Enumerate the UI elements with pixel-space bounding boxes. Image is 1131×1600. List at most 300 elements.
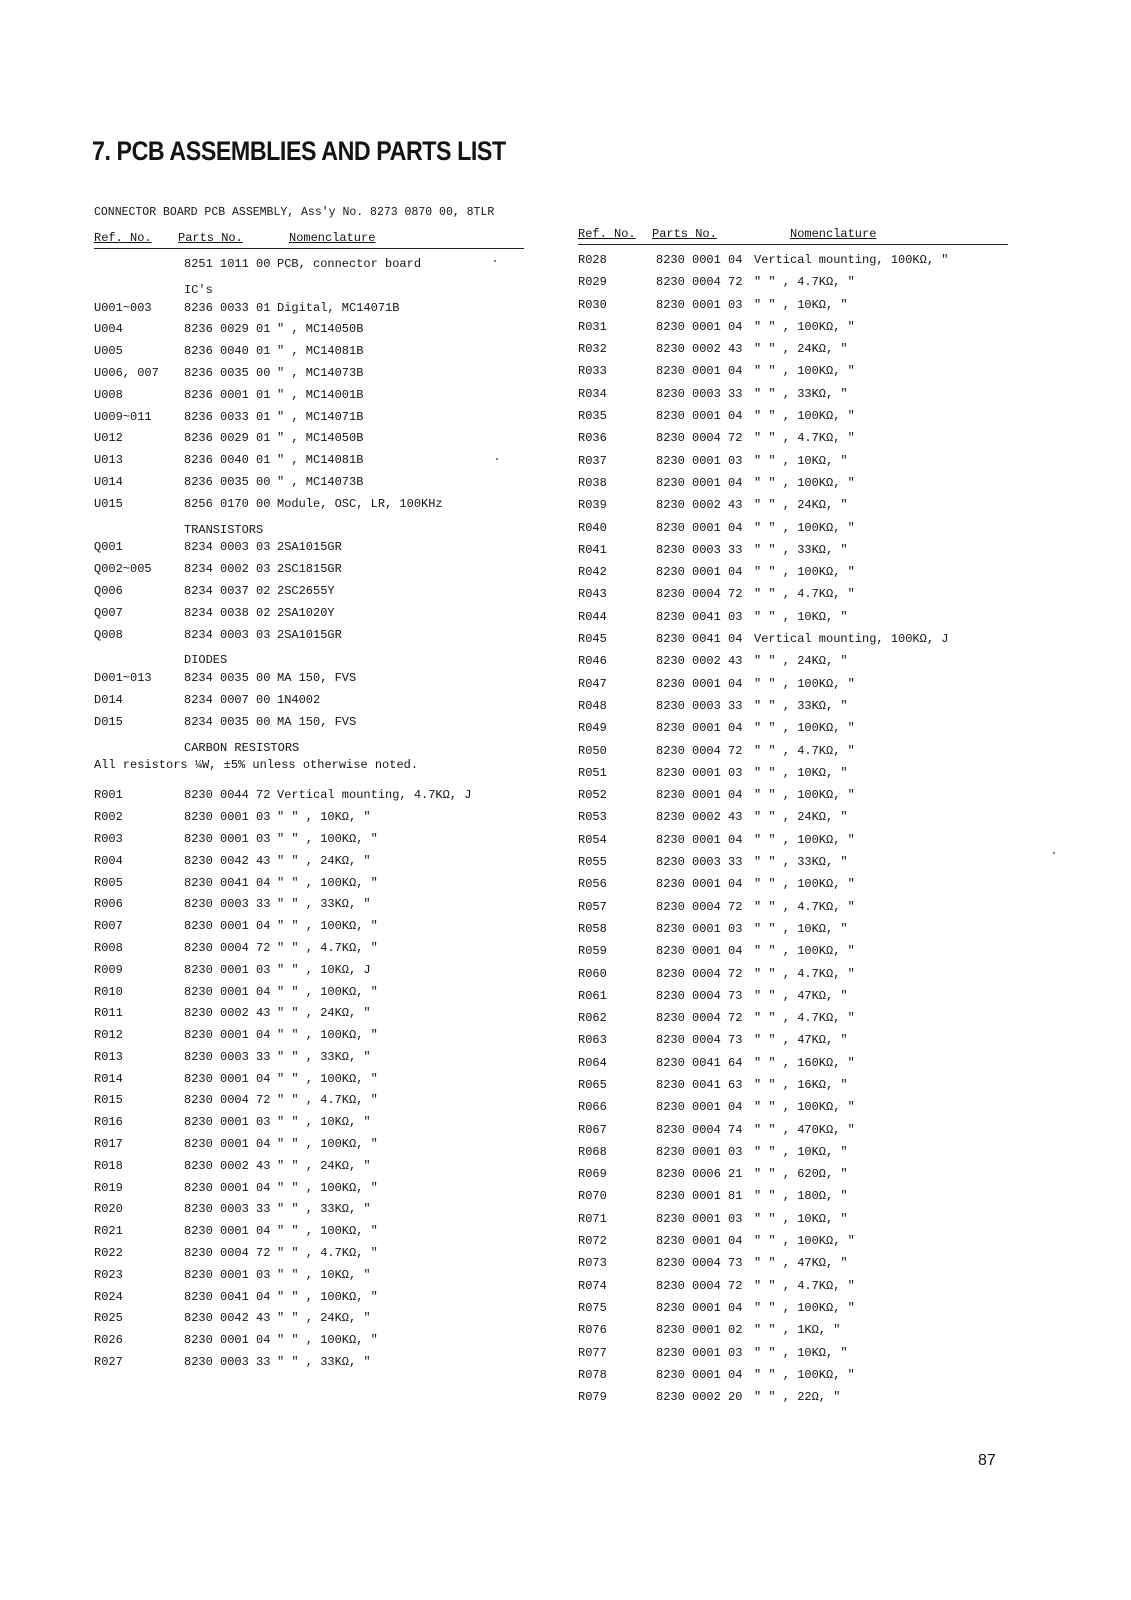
nomenclature-cell: " , MC14001B [277,387,364,402]
ref-no-cell: R042 [578,565,607,580]
parts-no-cell: 8230 0004 72 [656,899,743,914]
ref-no-cell: R048 [578,698,607,713]
ref-no-cell: R012 [94,1028,123,1043]
ref-no-cell: U005 [94,344,123,359]
table-row [578,967,1008,989]
nomenclature-cell: " " , 100KΩ, " [754,1100,855,1115]
parts-no-cell: 8230 0001 04 [184,1071,271,1086]
ref-no-cell: R069 [578,1167,607,1182]
parts-no-cell: 8230 0002 43 [656,654,743,669]
nomenclature-cell: " " , 10KΩ, " [754,921,848,936]
parts-no-cell: 8230 0004 72 [184,940,271,955]
parts-no-cell: 8230 0004 72 [656,275,743,290]
table-row [578,1189,1008,1211]
table-row [578,1346,1008,1368]
parts-no-cell: 8230 0041 64 [656,1055,743,1070]
table-row [94,410,524,432]
nomenclature-cell: " " , 47KΩ, " [754,1033,848,1048]
ref-no-cell: R007 [94,919,123,934]
nomenclature-cell: " , MC14081B [277,453,364,468]
parts-no-cell: 8230 0041 04 [656,632,743,647]
scan-speck [496,458,498,460]
nomenclature-cell: " " , 1KΩ, " [754,1323,841,1338]
parts-no-cell: 8230 0001 04 [184,1137,271,1152]
parts-no-cell: 8230 0001 04 [656,832,743,847]
nomenclature-cell: 1N4002 [277,692,321,707]
nomenclature-cell: " " , 4.7KΩ, " [754,743,855,758]
parts-no-cell: 8230 0003 33 [656,386,743,401]
table-row [94,1290,524,1312]
nomenclature-cell: " " , 33KΩ, " [277,1202,371,1217]
ref-no-cell: R074 [578,1278,607,1293]
nomenclature-cell: " " , 24KΩ, " [277,1311,371,1326]
parts-no-cell: 8230 0001 04 [656,944,743,959]
page-title: 7. PCB ASSEMBLIES AND PARTS LIST [92,136,506,166]
nomenclature-cell: " " , 100KΩ, " [277,1224,378,1239]
nomenclature-cell: " " , 10KΩ, " [277,1267,371,1282]
table-row [94,1246,524,1268]
ref-no-cell: R024 [94,1289,123,1304]
table-row [94,453,524,475]
parts-no-cell: 8230 0001 03 [656,1211,743,1226]
nomenclature-cell: " " , 100KΩ, " [754,1234,855,1249]
parts-no-cell: 8230 0001 04 [184,1224,271,1239]
nomenclature-cell: " " , 100KΩ, " [754,364,855,379]
ref-no-cell: R046 [578,654,607,669]
parts-rows-left [94,257,524,1377]
nomenclature-cell: " " , 100KΩ, " [754,788,855,803]
table-row [578,565,1008,587]
ref-no-cell: R021 [94,1224,123,1239]
table-row [94,388,524,410]
nomenclature-cell: " " , 100KΩ, " [277,1289,378,1304]
table-row [94,540,524,562]
ref-no-cell: R050 [578,743,607,758]
ref-no-cell: U001~003 [94,300,152,315]
resistor-note [94,758,524,788]
table-row [578,632,1008,654]
table-row [94,562,524,584]
ref-no-cell: R068 [578,1144,607,1159]
parts-no-cell: 8230 0041 63 [656,1077,743,1092]
table-row [94,497,524,519]
nomenclature-cell: " " , 180Ω, " [754,1189,848,1204]
table-row [94,1006,524,1028]
nomenclature-cell: 2SA1015GR [277,627,342,642]
nomenclature-cell: " " , 24KΩ, " [277,853,371,868]
header-ref-no: Ref. No. [94,231,152,245]
table-row [578,1078,1008,1100]
nomenclature-cell: 2SC2655Y [277,583,335,598]
parts-no-cell: 8230 0001 04 [184,1333,271,1348]
table-row [578,810,1008,832]
parts-no-cell: 8230 0006 21 [656,1167,743,1182]
ref-no-cell: R013 [94,1049,123,1064]
table-row [94,919,524,941]
nomenclature-cell: " " , 24KΩ, " [754,342,848,357]
ref-no-cell: R065 [578,1077,607,1092]
nomenclature-cell: " " , 100KΩ, " [754,319,855,334]
parts-no-cell: 8230 0001 04 [656,1300,743,1315]
table-row [94,876,524,898]
table-row [578,1301,1008,1323]
table-row [578,677,1008,699]
parts-no-cell: 8230 0001 04 [656,475,743,490]
table-row [578,699,1008,721]
nomenclature-cell: " " , 24KΩ, " [754,654,848,669]
nomenclature-cell: " " , 33KΩ, " [754,542,848,557]
ref-no-cell: R049 [578,721,607,736]
assembly-subtitle: CONNECTOR BOARD PCB ASSEMBLY, Ass'y No. 8273 0870 00, 8TLR [94,206,495,219]
nomenclature-cell: " " , 100KΩ, " [277,875,378,890]
nomenclature-cell: 2SA1015GR [277,540,342,555]
ref-no-cell: R044 [578,609,607,624]
table-row [578,610,1008,632]
parts-no-cell: 8230 0044 72 [184,788,271,803]
nomenclature-cell: MA 150, FVS [277,714,357,729]
table-row [578,766,1008,788]
table-row [578,587,1008,609]
table-row [94,1115,524,1137]
ref-no-cell: R040 [578,520,607,535]
parts-no-cell: 8230 0004 72 [656,587,743,602]
table-row [94,475,524,497]
ref-no-cell: R079 [578,1390,607,1405]
table-row [94,431,524,453]
parts-no-cell: 8230 0001 03 [184,831,271,846]
parts-no-cell: 8230 0003 33 [184,897,271,912]
table-row [94,963,524,985]
ref-no-cell: R062 [578,1011,607,1026]
ref-no-cell: R003 [94,831,123,846]
table-row [578,1011,1008,1033]
table-row [578,1368,1008,1390]
nomenclature-cell: " " , 100KΩ, " [277,1028,378,1043]
ref-no-cell: R053 [578,810,607,825]
nomenclature-cell: " " , 100KΩ, " [277,1333,378,1348]
table-row [94,1028,524,1050]
table-row [94,366,524,388]
ref-no-cell: R016 [94,1115,123,1130]
section-heading-diodes [94,649,524,671]
nomenclature-cell: Vertical mounting, 100KΩ, J [754,632,949,647]
table-row [578,543,1008,565]
table-row [94,1181,524,1203]
table-row [578,1145,1008,1167]
nomenclature-cell: " " , 10KΩ, " [754,297,848,312]
table-row [578,877,1008,899]
nomenclature-cell: Vertical mounting, 100KΩ, " [754,253,949,267]
table-row [94,985,524,1007]
ref-no-cell: R045 [578,632,607,647]
nomenclature-cell: " " , 24KΩ, " [754,498,848,513]
ref-no-cell: R064 [578,1055,607,1070]
nomenclature-cell: " , MC14073B [277,365,364,380]
section-heading-ics-label: IC's [184,282,213,297]
table-row [94,671,524,693]
ref-no-cell: R047 [578,676,607,691]
nomenclature-cell: " " , 22Ω, " [754,1390,841,1405]
nomenclature-cell: " " , 100KΩ, " [277,919,378,934]
table-row [578,1056,1008,1078]
nomenclature-cell: " , MC14073B [277,474,364,489]
table-row [578,476,1008,498]
ref-no-cell: R022 [94,1246,123,1261]
nomenclature-cell: " " , 10KΩ, " [754,1345,848,1360]
nomenclature-cell: " " , 4.7KΩ, " [754,275,855,290]
table-row [94,322,524,344]
ref-no-cell: Q002~005 [94,562,152,577]
ref-no-cell: R008 [94,940,123,955]
ref-no-cell: R041 [578,542,607,557]
table-row [94,715,524,737]
parts-no-cell: 8230 0001 03 [656,921,743,936]
ref-no-cell: U014 [94,474,123,489]
ref-no-cell: R054 [578,832,607,847]
parts-no-cell: 8230 0002 43 [184,1158,271,1173]
nomenclature-cell: " " , 24KΩ, " [754,810,848,825]
nomenclature-cell: " , MC14050B [277,322,364,337]
parts-no-cell: 8230 0001 04 [656,319,743,334]
parts-no-cell: 8230 0004 73 [656,1256,743,1271]
parts-no-cell: 8236 0033 01 [184,300,271,315]
header-nomenclature: Nomenclature [289,231,376,245]
nomenclature-cell: " " , 100KΩ, " [277,1071,378,1086]
nomenclature-cell: " " , 620Ω, " [754,1167,848,1182]
parts-no-cell: 8234 0035 00 [184,714,271,729]
parts-no-cell: 8230 0004 74 [656,1122,743,1137]
table-row [578,498,1008,520]
ref-no-cell: R076 [578,1323,607,1338]
parts-no-cell: 8230 0001 04 [656,1367,743,1382]
parts-no-cell: 8230 0003 33 [656,542,743,557]
parts-no-cell: 8230 0001 03 [656,297,743,312]
nomenclature-cell: " " , 100KΩ, " [754,565,855,580]
table-row [578,900,1008,922]
ref-no-cell: R075 [578,1300,607,1315]
table-row [578,1100,1008,1122]
nomenclature-cell: 2SC1815GR [277,562,342,577]
ref-no-cell: U012 [94,431,123,446]
ref-no-cell: R017 [94,1137,123,1152]
table-row [578,342,1008,364]
nomenclature-cell: " " , 100KΩ, " [277,831,378,846]
table-row [94,1137,524,1159]
parts-no-cell: 8230 0003 33 [656,698,743,713]
nomenclature-cell: " " , 160KΩ, " [754,1055,855,1070]
nomenclature-cell: " " , 4.7KΩ, " [754,1011,855,1026]
parts-no-cell: 8230 0001 04 [184,984,271,999]
parts-no-cell: 8230 0001 02 [656,1323,743,1338]
section-heading-transistors-label: TRANSISTORS [184,522,264,537]
parts-no-cell: 8230 0001 03 [656,1144,743,1159]
table-row [94,1268,524,1290]
parts-no-cell: 8230 0001 04 [656,253,743,267]
ref-no-cell: R020 [94,1202,123,1217]
ref-no-cell: Q001 [94,540,123,555]
ref-no-cell: R014 [94,1071,123,1086]
table-row [94,854,524,876]
table-row [94,897,524,919]
nomenclature-cell: " " , 33KΩ, " [277,1049,371,1064]
nomenclature-cell: " " , 33KΩ, " [277,897,371,912]
parts-no-cell: 8230 0003 33 [656,855,743,870]
table-row [578,1234,1008,1256]
ref-no-cell: R070 [578,1189,607,1204]
nomenclature-cell: " " , 4.7KΩ, " [754,899,855,914]
nomenclature-cell: " " , 100KΩ, " [754,1300,855,1315]
ref-no-cell: R073 [578,1256,607,1271]
ref-no-cell: R026 [94,1333,123,1348]
table-row [578,320,1008,342]
table-row [578,387,1008,409]
parts-no-cell: 8236 0029 01 [184,322,271,337]
ref-no-cell: R010 [94,984,123,999]
table-row [94,301,524,323]
nomenclature-cell: " " , 33KΩ, " [754,386,848,401]
parts-no-cell: 8234 0007 00 [184,692,271,707]
parts-no-cell: 8230 0001 04 [656,565,743,580]
table-row [94,941,524,963]
ref-no-cell: R015 [94,1093,123,1108]
parts-no-cell: 8230 0001 81 [656,1189,743,1204]
ref-no-cell: R028 [578,253,607,267]
ref-no-cell: R002 [94,810,123,825]
parts-no-cell: 8230 0003 33 [184,1049,271,1064]
section-heading-carbon-resistors [94,737,524,759]
parts-no-cell: 8256 0170 00 [184,496,271,511]
parts-no-cell: 8230 0002 43 [656,810,743,825]
parts-column-right [578,226,1008,1412]
ref-no-cell: Q007 [94,605,123,620]
ref-no-cell: R027 [94,1355,123,1370]
table-row [578,833,1008,855]
nomenclature-cell: " " , 100KΩ, " [754,409,855,424]
parts-no-cell: 8234 0003 03 [184,540,271,555]
nomenclature-cell: " " , 4.7KΩ, " [277,1093,378,1108]
nomenclature-cell: " " , 100KΩ, " [754,832,855,847]
ref-no-cell: U013 [94,453,123,468]
table-row [578,721,1008,743]
parts-no-cell: 8230 0001 03 [184,1267,271,1282]
nomenclature-cell: " " , 47KΩ, " [754,1256,848,1271]
table-row [578,1390,1008,1412]
ref-no-cell: R057 [578,899,607,914]
nomenclature-cell: " " , 16KΩ, " [754,1077,848,1092]
parts-no-cell: 8236 0033 01 [184,409,271,424]
nomenclature-cell: " " , 4.7KΩ, " [277,1246,378,1261]
nomenclature-cell: " " , 4.7KΩ, " [754,1278,855,1293]
parts-no-cell: 8230 0004 72 [656,431,743,446]
ref-no-cell: R072 [578,1234,607,1249]
parts-no-cell: 8234 0035 00 [184,671,271,686]
nomenclature-cell: " " , 100KΩ, " [754,721,855,736]
parts-no-cell: 8230 0041 03 [656,609,743,624]
scan-speck [1053,852,1055,854]
table-row [578,409,1008,431]
header-ref-no: Ref. No. [578,227,636,241]
nomenclature-cell: Module, OSC, LR, 100KHz [277,496,443,511]
table-row [578,1123,1008,1145]
ref-no-cell: R011 [94,1006,123,1021]
table-row [578,855,1008,877]
ref-no-cell: R006 [94,897,123,912]
nomenclature-cell: " " , 4.7KΩ, " [754,587,855,602]
ref-no-cell: U004 [94,322,123,337]
ref-no-cell: R033 [578,364,607,379]
ref-no-cell: R077 [578,1345,607,1360]
ref-no-cell: Q008 [94,627,123,642]
nomenclature-cell: PCB, connector board [277,257,422,271]
table-row [94,788,524,810]
nomenclature-cell: " " , 100KΩ, " [754,475,855,490]
header-nomenclature: Nomenclature [790,227,877,241]
parts-no-cell: 8230 0041 04 [184,1289,271,1304]
parts-no-cell: 8230 0001 04 [184,1180,271,1195]
table-row [578,454,1008,476]
ref-no-cell: R063 [578,1033,607,1048]
ref-no-cell: D001~013 [94,671,152,686]
table-row [94,1202,524,1224]
nomenclature-cell: " " , 10KΩ, " [754,1211,848,1226]
nomenclature-cell: " " , 33KΩ, " [277,1355,371,1370]
parts-no-cell: 8230 0002 43 [184,1006,271,1021]
parts-no-cell: 8230 0004 73 [656,988,743,1003]
ref-no-cell: Q006 [94,583,123,598]
table-row [94,693,524,715]
table-row [578,654,1008,676]
parts-no-cell: 8230 0001 04 [656,409,743,424]
ref-no-cell: R037 [578,453,607,468]
ref-no-cell: R029 [578,275,607,290]
parts-no-cell: 8230 0001 03 [656,453,743,468]
table-row [578,1256,1008,1278]
table-row [578,298,1008,320]
nomenclature-cell: " " , 470KΩ, " [754,1122,855,1137]
ref-no-cell: R071 [578,1211,607,1226]
parts-no-cell: 8230 0001 04 [656,877,743,892]
parts-no-cell: 8230 0004 72 [184,1093,271,1108]
ref-no-cell: R066 [578,1100,607,1115]
parts-no-cell: 8230 0004 72 [184,1246,271,1261]
table-row [578,431,1008,453]
ref-no-cell: R034 [578,386,607,401]
nomenclature-cell: " " , 100KΩ, " [277,1180,378,1195]
parts-no-cell: 8234 0037 02 [184,583,271,598]
ref-no-cell: R060 [578,966,607,981]
header-parts-no: Parts No. [652,227,717,241]
parts-no-cell: 8230 0001 03 [656,765,743,780]
parts-no-cell: 8230 0041 04 [184,875,271,890]
parts-no-cell: 8230 0002 43 [656,342,743,357]
ref-no-cell: R067 [578,1122,607,1137]
section-heading-ics [94,279,524,301]
table-header [578,226,1008,245]
nomenclature-cell: " " , 100KΩ, " [754,520,855,535]
nomenclature-cell: Digital, MC14071B [277,300,400,315]
parts-no-cell: 8236 0029 01 [184,431,271,446]
nomenclature-cell: " " , 100KΩ, " [277,984,378,999]
parts-no-cell: 8230 0004 72 [656,1278,743,1293]
parts-no-cell: 8234 0038 02 [184,605,271,620]
nomenclature-cell: " , MC14081B [277,344,364,359]
nomenclature-cell: " " , 24KΩ, " [277,1158,371,1173]
table-row [94,584,524,606]
parts-no-cell: 8251 1011 00 [184,257,271,271]
parts-no-cell: 8230 0001 04 [656,721,743,736]
parts-no-cell: 8230 0001 04 [656,520,743,535]
nomenclature-cell: " " , 10KΩ, " [277,1115,371,1130]
